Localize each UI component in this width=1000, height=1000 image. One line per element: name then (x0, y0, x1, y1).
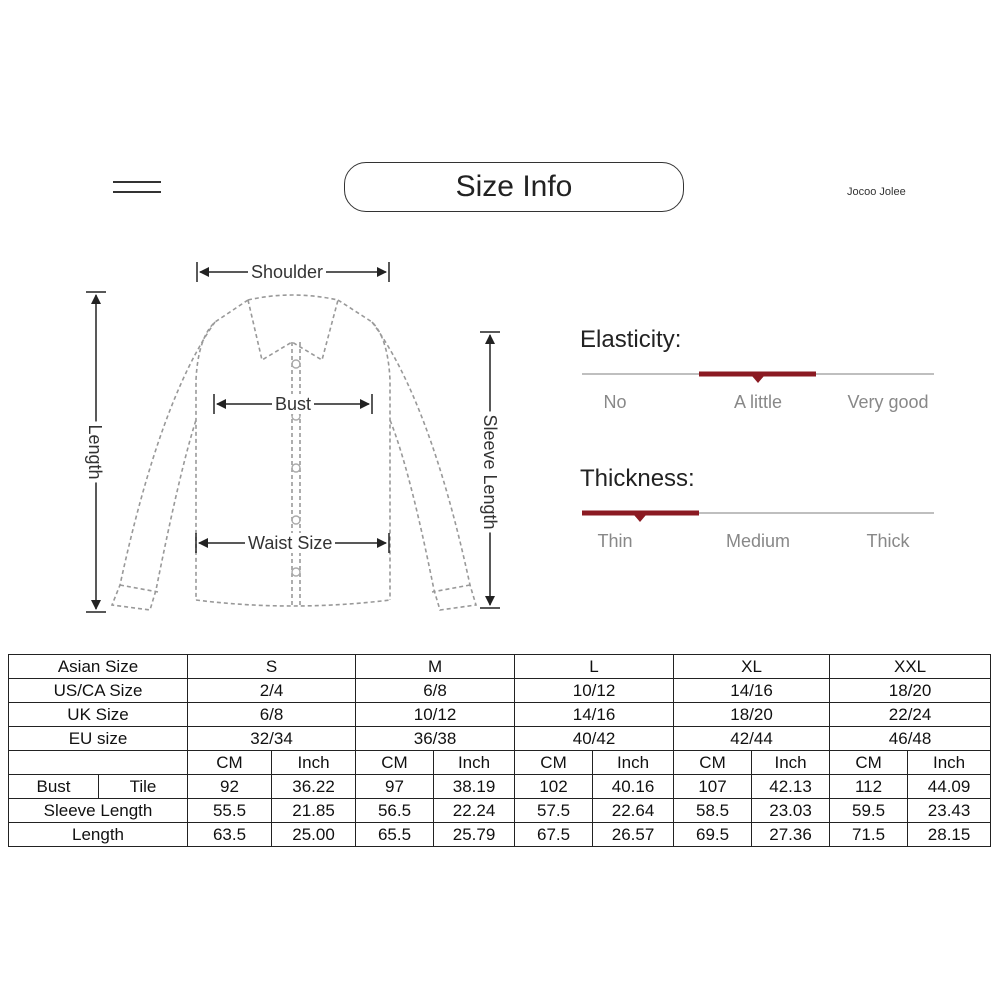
value-cell-inch: 44.09 (908, 775, 991, 799)
shirt-outline (112, 295, 476, 610)
size-cell: 14/16 (674, 679, 830, 703)
unit-header-inch: Inch (908, 751, 991, 775)
thickness-option-thick: Thick (866, 531, 910, 551)
unit-header-cm: CM (356, 751, 434, 775)
value-cell-cm: 63.5 (188, 823, 272, 847)
value-cell-cm: 55.5 (188, 799, 272, 823)
table-row (9, 823, 991, 847)
value-cell-inch: 22.24 (434, 799, 515, 823)
value-cell-inch: 38.19 (434, 775, 515, 799)
value-cell-cm: 107 (674, 775, 752, 799)
value-cell-inch: 28.15 (908, 823, 991, 847)
thickness-option-medium: Medium (725, 531, 791, 551)
thickness-scale (580, 503, 936, 527)
table-row (9, 751, 991, 775)
unit-header-inch: Inch (272, 751, 356, 775)
table-row (9, 775, 991, 799)
value-cell-cm: 97 (356, 775, 434, 799)
size-cell: 36/38 (356, 727, 515, 751)
table-row (9, 799, 991, 823)
row-label: UK Size (9, 703, 188, 727)
elasticity-option-very-good: Very good (847, 392, 929, 412)
row-label: Tile (99, 775, 188, 799)
elasticity-option-a-little: A little (733, 392, 783, 412)
size-cell: 14/16 (515, 703, 674, 727)
value-cell-inch: 42.13 (752, 775, 830, 799)
table-row (9, 679, 991, 703)
value-cell-inch: 40.16 (593, 775, 674, 799)
value-cell-cm: 59.5 (830, 799, 908, 823)
size-cell: M (356, 655, 515, 679)
value-cell-cm: 67.5 (515, 823, 593, 847)
row-label: Bust (9, 775, 99, 799)
row-label: Asian Size (9, 655, 188, 679)
value-cell-inch: 27.36 (752, 823, 830, 847)
blank-cell (9, 751, 188, 775)
size-cell: 18/20 (830, 679, 991, 703)
waist-label: Waist Size (245, 533, 335, 553)
unit-header-cm: CM (515, 751, 593, 775)
value-cell-inch: 36.22 (272, 775, 356, 799)
size-cell: 6/8 (356, 679, 515, 703)
size-cell: 40/42 (515, 727, 674, 751)
sleeve-length-label: Sleeve Length (480, 411, 500, 532)
thickness-option-thin: Thin (597, 531, 633, 551)
row-label: Sleeve Length (9, 799, 188, 823)
value-cell-cm: 56.5 (356, 799, 434, 823)
value-cell-inch: 26.57 (593, 823, 674, 847)
size-cell: 32/34 (188, 727, 356, 751)
value-cell-cm: 71.5 (830, 823, 908, 847)
value-cell-inch: 22.64 (593, 799, 674, 823)
value-cell-cm: 102 (515, 775, 593, 799)
value-cell-cm: 112 (830, 775, 908, 799)
size-cell: 2/4 (188, 679, 356, 703)
page-title: Size Info (344, 162, 684, 212)
size-cell: 22/24 (830, 703, 991, 727)
size-cell: XXL (830, 655, 991, 679)
elasticity-scale (580, 364, 936, 388)
row-label: EU size (9, 727, 188, 751)
size-cell: L (515, 655, 674, 679)
thickness-title: Thickness: (580, 465, 695, 492)
unit-header-inch: Inch (434, 751, 515, 775)
size-cell: 10/12 (356, 703, 515, 727)
unit-header-cm: CM (188, 751, 272, 775)
value-cell-cm: 65.5 (356, 823, 434, 847)
size-table (8, 654, 991, 847)
unit-header-cm: CM (674, 751, 752, 775)
value-cell-inch: 21.85 (272, 799, 356, 823)
value-cell-cm: 57.5 (515, 799, 593, 823)
bust-label: Bust (272, 394, 314, 414)
value-cell-cm: 58.5 (674, 799, 752, 823)
size-cell: 46/48 (830, 727, 991, 751)
row-label: Length (9, 823, 188, 847)
value-cell-inch: 23.03 (752, 799, 830, 823)
value-cell-inch: 23.43 (908, 799, 991, 823)
elasticity-marker (752, 376, 764, 383)
size-cell: XL (674, 655, 830, 679)
brand-name: Jocoo Jolee (847, 186, 906, 198)
elasticity-option-no: No (603, 392, 627, 412)
table-row (9, 703, 991, 727)
value-cell-cm: 92 (188, 775, 272, 799)
value-cell-inch: 25.79 (434, 823, 515, 847)
unit-header-cm: CM (830, 751, 908, 775)
elasticity-title: Elasticity: (580, 326, 682, 353)
size-cell: 42/44 (674, 727, 830, 751)
value-cell-cm: 69.5 (674, 823, 752, 847)
value-cell-inch: 25.00 (272, 823, 356, 847)
size-cell: 18/20 (674, 703, 830, 727)
unit-header-inch: Inch (752, 751, 830, 775)
row-label: US/CA Size (9, 679, 188, 703)
unit-header-inch: Inch (593, 751, 674, 775)
table-row (9, 655, 991, 679)
size-cell: 10/12 (515, 679, 674, 703)
table-row (9, 727, 991, 751)
thickness-marker (634, 515, 646, 522)
length-label: Length (85, 421, 105, 482)
shoulder-label: Shoulder (248, 262, 326, 282)
size-cell: 6/8 (188, 703, 356, 727)
size-cell: S (188, 655, 356, 679)
